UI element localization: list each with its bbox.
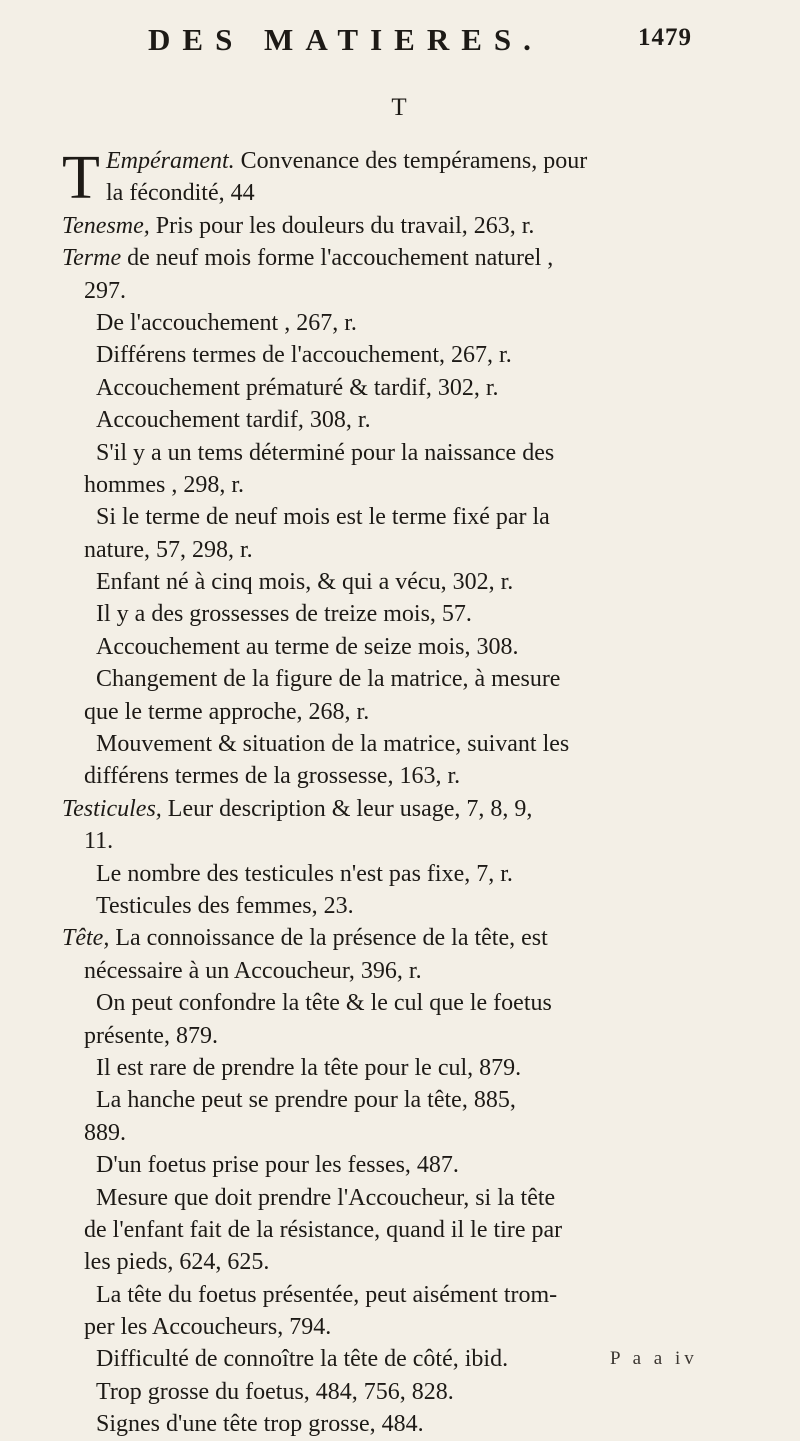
index-keyword: Testicules, bbox=[62, 795, 162, 822]
index-text: la fécondité, 44 bbox=[106, 180, 255, 207]
index-line bbox=[62, 1246, 762, 1278]
index-line bbox=[62, 372, 762, 404]
index-line bbox=[62, 663, 762, 695]
index-text: de neuf mois forme l'accouchement naturel , bbox=[121, 245, 554, 272]
page-number: 1479 bbox=[638, 24, 692, 51]
index-text: de l'enfant fait de la résistance, quand il le tire par bbox=[84, 1216, 563, 1243]
index-text: La hanche peut se prendre pour la tête, 885, bbox=[96, 1087, 516, 1114]
drop-cap: T bbox=[62, 144, 100, 212]
index-text: La connoissance de la présence de la tête, est bbox=[109, 925, 548, 952]
section-letter: T bbox=[391, 94, 409, 121]
index-text: On peut confondre la tête & le cul que le foetus bbox=[96, 990, 552, 1017]
index-line bbox=[62, 1182, 762, 1214]
index-text: nécessaire à un Accoucheur, 396, r. bbox=[84, 957, 422, 984]
index-text: les pieds, 624, 625. bbox=[84, 1249, 270, 1276]
index-line bbox=[62, 890, 762, 922]
index-text: 11. bbox=[84, 828, 114, 855]
index-line bbox=[62, 631, 762, 663]
index-line bbox=[62, 437, 762, 469]
index-text: Accouchement tardif, 308, r. bbox=[96, 407, 371, 434]
index-text: Changement de la figure de la matrice, à mesure bbox=[96, 666, 561, 693]
index-text: Enfant né à cinq mois, & qui a vécu, 302, r. bbox=[96, 569, 514, 596]
index-text: Accouchement au terme de seize mois, 308. bbox=[96, 633, 519, 660]
index-text: Le nombre des testicules n'est pas fixe, 7, r. bbox=[96, 860, 513, 887]
index-line bbox=[62, 1311, 762, 1343]
index-line bbox=[62, 793, 762, 825]
index-text: Accouchement prématuré & tardif, 302, r. bbox=[96, 374, 499, 401]
index-text: 297. bbox=[84, 277, 126, 304]
index-line bbox=[62, 469, 762, 501]
index-text: Testicules des femmes, 23. bbox=[96, 892, 354, 919]
index-line bbox=[62, 275, 762, 307]
index-line bbox=[62, 404, 762, 436]
index-text: Différens termes de l'accouchement, 267, r. bbox=[96, 342, 512, 369]
index-text: Il est rare de prendre la tête pour le cul, 879. bbox=[96, 1054, 522, 1081]
index-line bbox=[62, 955, 762, 987]
index-text: Convenance des tempéramens, pour bbox=[234, 148, 588, 174]
running-head-title: DES MATIERES. bbox=[148, 22, 543, 57]
index-line bbox=[62, 987, 762, 1019]
index-text: nature, 57, 298, r. bbox=[84, 536, 253, 563]
index-line bbox=[62, 534, 762, 566]
index-line bbox=[62, 598, 762, 630]
index-line bbox=[62, 922, 762, 954]
index-text: 889. bbox=[84, 1119, 126, 1146]
index-line bbox=[62, 145, 762, 177]
index-text: que le terme approche, 268, r. bbox=[84, 698, 370, 725]
index-keyword: Terme bbox=[62, 245, 122, 272]
index-text: présente, 879. bbox=[84, 1022, 218, 1049]
index-line bbox=[62, 1149, 762, 1181]
index-keyword: Tenesme, bbox=[62, 212, 150, 239]
index-text: Il y a des grossesses de treize mois, 57. bbox=[96, 601, 472, 628]
index-text: Signes d'une tête trop grosse, 484. bbox=[96, 1411, 424, 1438]
index-text: Si le terme de neuf mois est le terme fixé par la bbox=[96, 504, 550, 531]
index-text: La tête du foetus présentée, peut aisément trom- bbox=[96, 1281, 558, 1308]
index-line bbox=[62, 177, 762, 209]
index-line bbox=[62, 566, 762, 598]
index-line bbox=[62, 858, 762, 890]
index-line bbox=[62, 1408, 762, 1440]
index-line bbox=[62, 1084, 762, 1116]
index-text: Trop grosse du foetus, 484, 756, 828. bbox=[96, 1378, 454, 1405]
index-text: Difficulté de connoître la tête de côté, ibid. bbox=[96, 1346, 509, 1373]
index-line bbox=[62, 1376, 762, 1408]
index-line bbox=[62, 1214, 762, 1246]
index-line bbox=[62, 501, 762, 533]
index-line bbox=[62, 696, 762, 728]
index-text: S'il y a un tems déterminé pour la naissance des bbox=[96, 439, 555, 466]
index-text: De l'accouchement , 267, r. bbox=[96, 309, 357, 336]
index-text: Leur description & leur usage, 7, 8, 9, bbox=[161, 795, 533, 822]
index-text: Mouvement & situation de la matrice, suivant les bbox=[96, 731, 570, 758]
index-text: hommes , 298, r. bbox=[84, 471, 244, 498]
index-line bbox=[62, 242, 762, 274]
index-text: Pris pour les douleurs du travail, 263, r. bbox=[149, 212, 535, 239]
running-head bbox=[0, 22, 800, 62]
index-text: per les Accoucheurs, 794. bbox=[84, 1314, 332, 1341]
index-keyword: Tête, bbox=[62, 925, 110, 952]
index-line bbox=[62, 210, 762, 242]
index-text: Mesure que doit prendre l'Accoucheur, si la tête bbox=[96, 1184, 556, 1211]
index-line bbox=[62, 307, 762, 339]
index-line bbox=[62, 760, 762, 792]
index-line bbox=[62, 728, 762, 760]
index-line bbox=[62, 825, 762, 857]
index-keyword: Empérament. bbox=[106, 148, 235, 174]
signature-mark: P a a iv bbox=[610, 1348, 698, 1369]
index-line bbox=[62, 1052, 762, 1084]
index-entries bbox=[62, 145, 762, 1441]
index-line bbox=[62, 1117, 762, 1149]
index-line bbox=[62, 1279, 762, 1311]
index-line bbox=[62, 1020, 762, 1052]
index-text: différens termes de la grossesse, 163, r. bbox=[84, 763, 461, 790]
index-line bbox=[62, 339, 762, 371]
index-text: D'un foetus prise pour les fesses, 487. bbox=[96, 1152, 459, 1179]
